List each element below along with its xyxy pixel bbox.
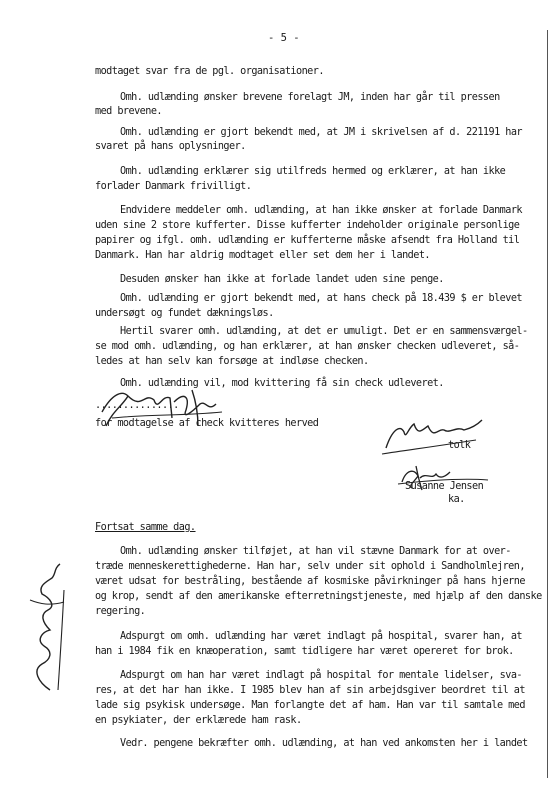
text-line: lade sig psykisk undersøge. Man forlangte det af ham. Han var til samtale med: [95, 700, 525, 711]
text-line: Danmark. Han har aldrig modtaget eller set dem her i landet.: [95, 250, 431, 261]
section-heading: Fortsat samme dag.: [95, 522, 196, 533]
page-number: - 5 -: [268, 32, 300, 44]
text-line: Hertil svarer omh. udlænding, at det er umuligt. Det er en sammensværgel-: [120, 326, 528, 337]
text-line: svaret på hans oplysninger.: [95, 141, 246, 152]
text-line: uden sine 2 store kufferter. Disse kufferter indeholder originale personlige: [95, 220, 520, 231]
applicant-signature: [92, 382, 242, 434]
officer-signature: [392, 462, 492, 492]
text-line: han i 1984 fik en knæoperation, samt tidligere har været opereret for brok.: [95, 646, 514, 657]
text-line: ledes at han selv kan forsøge at indløse checken.: [95, 356, 369, 367]
text-line: forlader Danmark frivilligt.: [95, 181, 252, 192]
officer-title: ka.: [448, 494, 465, 505]
signature-dotted-line: ...............: [95, 400, 179, 411]
officer-name: Susanne Jensen: [405, 481, 484, 492]
text-line: Desuden ønsker han ikke at forlade landet uden sine penge.: [120, 274, 444, 285]
text-line: Omh. udlænding er gjort bekendt med, at hans check på 18.439 $ er blevet: [120, 293, 523, 304]
text-line: Adspurgt om omh. udlænding har været indlagt på hospital, svarer han, at: [120, 631, 523, 642]
text-line: Omh. udlænding ønsker tilføjet, at han vil stævne Danmark for at over-: [120, 546, 511, 557]
text-line: res, at det har han ikke. I 1985 blev han af sin arbejdsgiver beordret til at: [95, 685, 525, 696]
interpreter-signature: [378, 410, 488, 460]
text-line: træde menneskerettighederne. Han har, selv under sit ophold i Sandholmlejren,: [95, 561, 525, 572]
margin-signature: [20, 560, 76, 700]
interpreter-label: tolk: [448, 440, 471, 451]
text-line: Omh. udlænding erklærer sig utilfreds hermed og erklærer, at han ikke: [120, 166, 506, 177]
text-line: regering.: [95, 606, 146, 617]
text-line: med brevene.: [95, 106, 163, 117]
text-line: Endvidere meddeler omh. udlænding, at han ikke ønsker at forlade Danmark: [120, 205, 523, 216]
text-line: se mod omh. udlænding, og han erklærer, at han ønsker checken udleveret, så-: [95, 341, 520, 352]
text-line: Omh. udlænding er gjort bekendt med, at JM i skrivelsen af d. 221191 har: [120, 127, 523, 138]
text-line: papirer og ifgl. omh. udlænding er kufferterne måske afsendt fra Holland til: [95, 235, 520, 246]
text-line: undersøgt og fundet dækningsløs.: [95, 308, 274, 319]
text-line: Omh. udlænding ønsker brevene forelagt JM, inden har går til pressen: [120, 92, 500, 103]
text-line: Adspurgt om han har været indlagt på hospital for mentale lidelser, sva-: [120, 670, 523, 681]
text-line: en psykiater, der erklærede ham rask.: [95, 715, 302, 726]
text-line: Vedr. pengene bekræfter omh. udlænding, at han ved ankomsten her i landet: [120, 738, 528, 749]
text-line: Omh. udlænding vil, mod kvittering få sin check udleveret.: [120, 378, 444, 389]
margin-rule: [547, 30, 548, 778]
receipt-line: for modtagelse af check kvitteres herved: [95, 418, 319, 429]
text-line: modtaget svar fra de pgl. organisationer.: [95, 66, 324, 77]
text-line: været udsat for bestråling, bestående af kosmiske påvirkninger på hans hjerne: [95, 576, 525, 587]
text-line: og krop, sendt af den amerikanske efterretningstjeneste, med hjælp af den danske: [95, 591, 542, 602]
